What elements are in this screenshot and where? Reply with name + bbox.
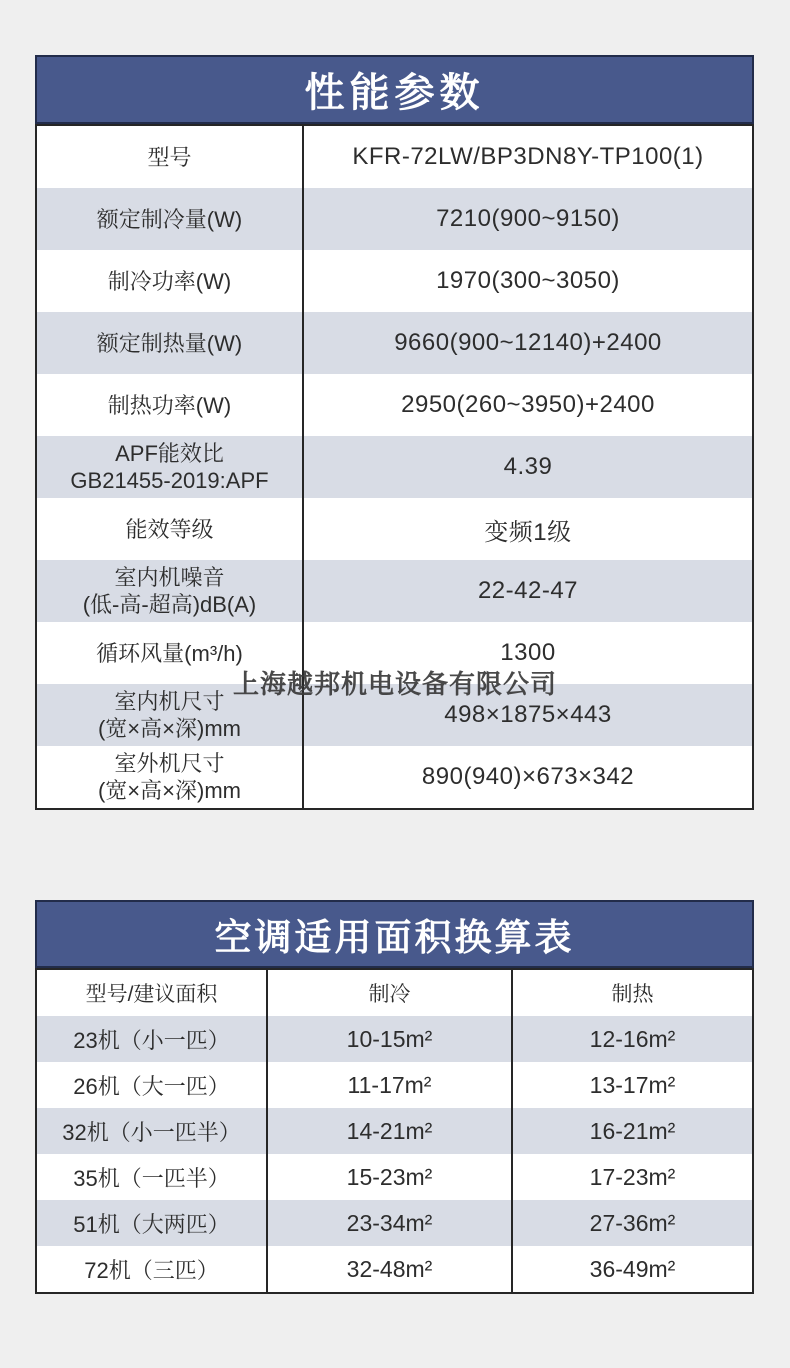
spec-row-indoor-noise <box>37 560 752 622</box>
spec-row-rated-cooling <box>37 188 752 250</box>
spec-table-title: 性能参数 <box>35 55 754 124</box>
spec-value-text: 22-42-47 <box>477 577 579 604</box>
spec-value-text: 4.39 <box>503 453 553 480</box>
spec-label-text: 室内机尺寸 <box>114 689 225 714</box>
area-row-26 <box>37 1062 752 1108</box>
spec-label-apf <box>37 436 304 498</box>
spec-label-heating-power <box>37 374 304 436</box>
area-model-cell <box>37 1154 268 1200</box>
area-cooling-text: 32-48m² <box>346 1255 433 1282</box>
spec-label-text: 室外机尺寸 <box>114 751 225 776</box>
spec-value-text: 498×1875×443 <box>444 701 612 728</box>
area-cooling-cell <box>268 1108 513 1154</box>
spec-value-cooling-power <box>304 250 752 312</box>
area-header-text: 制热 <box>611 983 654 1006</box>
spec-row-energy-grade <box>37 498 752 560</box>
area-cooling-cell <box>268 1016 513 1062</box>
area-heating-cell <box>513 1108 752 1154</box>
spec-value-text: 890(940)×673×342 <box>421 763 635 790</box>
area-header-model <box>37 970 268 1016</box>
spec-value-model <box>304 126 752 188</box>
spec-value-heating-power <box>304 374 752 436</box>
spec-label-outdoor-size <box>37 746 304 808</box>
spec-row-outdoor-size <box>37 746 752 808</box>
area-cooling-text: 10-15m² <box>346 1025 433 1052</box>
spec-row-cooling-power <box>37 250 752 312</box>
spec-label-text-line2: (宽×高×深)mm <box>97 778 241 803</box>
spec-value-text: KFR-72LW/BP3DN8Y-TP100(1) <box>352 143 704 170</box>
spec-label-energy-grade <box>37 498 304 560</box>
area-header-text: 制冷 <box>368 983 411 1006</box>
spec-value-text: 变频1级 <box>484 518 572 546</box>
area-cooling-cell <box>268 1246 513 1292</box>
area-model-text: 23机（小一匹） <box>73 1027 230 1053</box>
spec-label-text: 型号 <box>147 144 192 170</box>
area-heating-cell <box>513 1016 752 1062</box>
spec-label-rated-cooling <box>37 188 304 250</box>
spec-label-text-line2: (低-高-超高)dB(A) <box>82 592 257 617</box>
spec-label-text: 能效等级 <box>125 516 214 542</box>
area-model-cell <box>37 1246 268 1292</box>
area-heating-cell <box>513 1200 752 1246</box>
area-model-text: 32机（小一匹半） <box>62 1119 241 1145</box>
spec-value-indoor-noise <box>304 560 752 622</box>
area-header-heating <box>513 970 752 1016</box>
area-model-cell <box>37 1200 268 1246</box>
area-cooling-cell <box>268 1154 513 1200</box>
spec-label-text: 室内机噪音 <box>114 565 225 590</box>
area-heating-cell <box>513 1062 752 1108</box>
spec-value-apf <box>304 436 752 498</box>
spec-value-rated-heating <box>304 312 752 374</box>
area-heating-text: 36-49m² <box>589 1255 676 1282</box>
spec-label-rated-heating <box>37 312 304 374</box>
area-row-32 <box>37 1108 752 1154</box>
spec-value-text: 1970(300~3050) <box>436 267 620 294</box>
area-model-text: 72机（三匹） <box>84 1257 219 1283</box>
spec-label-text: 额定制热量(W) <box>96 330 243 356</box>
spec-row-apf <box>37 436 752 498</box>
spec-label-text-line2: (宽×高×深)mm <box>97 716 241 741</box>
spec-value-rated-cooling <box>304 188 752 250</box>
area-cooling-cell <box>268 1200 513 1246</box>
area-heating-cell <box>513 1246 752 1292</box>
spec-label-text: 循环风量(m³/h) <box>96 640 243 666</box>
spec-label-text: 制冷功率(W) <box>107 268 232 294</box>
area-cooling-text: 11-17m² <box>347 1071 432 1098</box>
area-heating-cell <box>513 1154 752 1200</box>
spec-value-text: 9660(900~12140)+2400 <box>394 329 662 356</box>
spec-label-cooling-power <box>37 250 304 312</box>
area-heating-text: 16-21m² <box>589 1117 676 1144</box>
spec-row-rated-heating <box>37 312 752 374</box>
area-table-title: 空调适用面积换算表 <box>35 900 754 968</box>
spec-label-text: 额定制冷量(W) <box>96 206 243 232</box>
area-cooling-text: 15-23m² <box>346 1163 433 1190</box>
area-row-23 <box>37 1016 752 1062</box>
area-model-text: 35机（一匹半） <box>73 1165 230 1191</box>
spec-value-text: 7210(900~9150) <box>436 205 620 232</box>
spec-value-energy-grade <box>304 498 752 560</box>
area-cooling-text: 14-21m² <box>346 1117 433 1144</box>
area-model-cell <box>37 1108 268 1154</box>
area-header-cooling <box>268 970 513 1016</box>
spec-value-text: 2950(260~3950)+2400 <box>401 391 655 418</box>
spec-label-text: 制热功率(W) <box>107 392 232 418</box>
area-table <box>35 968 754 1294</box>
area-header-row <box>37 970 752 1016</box>
area-model-cell <box>37 1016 268 1062</box>
area-row-35 <box>37 1154 752 1200</box>
area-cooling-cell <box>268 1062 513 1108</box>
spec-label-text: APF能效比 <box>115 441 224 466</box>
spec-row-heating-power <box>37 374 752 436</box>
spec-value-text: 1300 <box>500 639 556 666</box>
spec-table <box>35 124 754 810</box>
area-heating-text: 17-23m² <box>589 1163 676 1190</box>
area-row-72 <box>37 1246 752 1292</box>
spec-label-text-line2: GB21455-2019:APF <box>70 468 269 493</box>
area-cooling-text: 23-34m² <box>346 1209 433 1236</box>
spec-row-model <box>37 126 752 188</box>
spec-label-indoor-noise <box>37 560 304 622</box>
area-heating-text: 12-16m² <box>589 1025 676 1052</box>
area-heating-text: 27-36m² <box>589 1209 676 1236</box>
area-model-text: 51机（大两匹） <box>73 1211 230 1237</box>
company-watermark: 上海越邦机电设备有限公司 <box>232 670 557 700</box>
area-row-51 <box>37 1200 752 1246</box>
area-model-text: 26机（大一匹） <box>73 1073 230 1099</box>
area-heating-text: 13-17m² <box>589 1071 676 1098</box>
spec-value-outdoor-size <box>304 746 752 808</box>
spec-label-model <box>37 126 304 188</box>
area-model-cell <box>37 1062 268 1108</box>
area-header-text: 型号/建议面积 <box>85 983 218 1006</box>
